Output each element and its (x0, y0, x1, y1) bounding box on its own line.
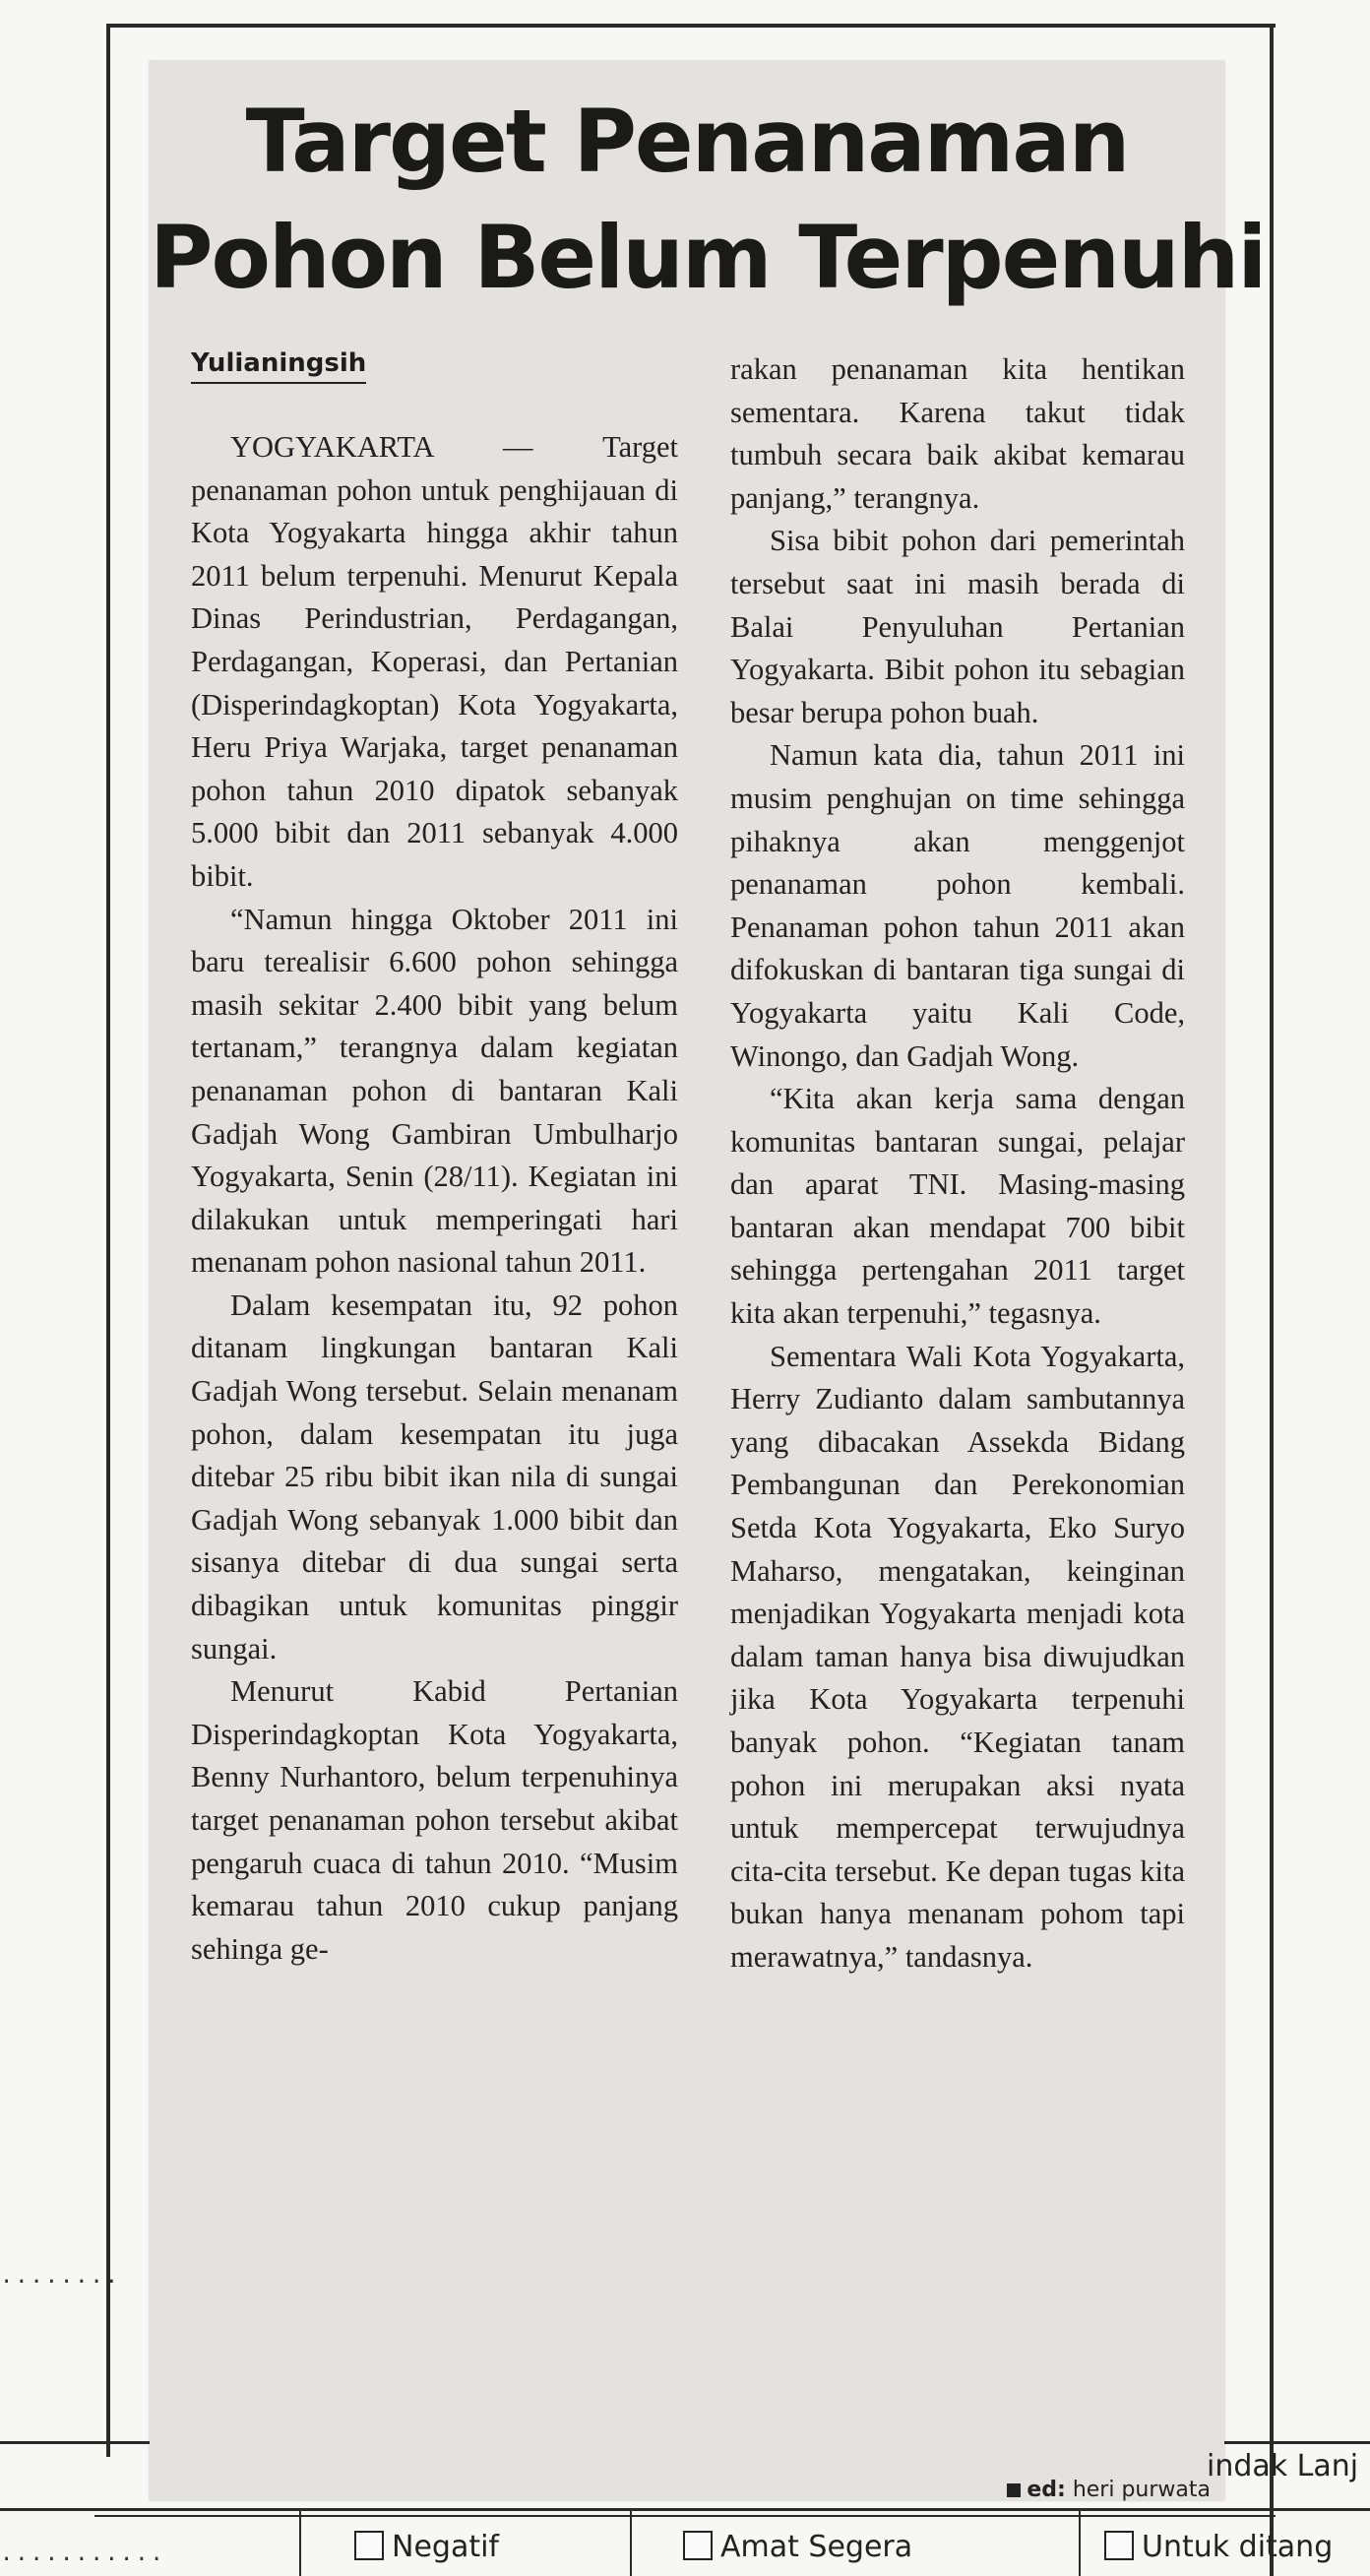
byline: Yulianingsih (191, 348, 366, 384)
checkbox-negatif[interactable] (354, 2530, 499, 2564)
paragraph: rakan penanaman kita hentikan sementara. Karena takut tidak tumbuh secara baik akibat kemarau panjang,” terangnya. (730, 352, 1185, 515)
checkbox-square-icon[interactable] (1104, 2531, 1134, 2560)
paragraph: Sisa bibit pohon dari pemerintah tersebut saat ini masih berada di Balai Penyuluhan Pertanian Yogyakarta. Bibit pohon itu sebagian besar berupa pohon buah. (730, 524, 1185, 729)
square-bullet-icon (1007, 2483, 1021, 2497)
checkbox-negatif-label: Negatif (392, 2530, 499, 2564)
editor-name: heri purwata (1072, 2478, 1211, 2502)
checkbox-untuk-label: Untuk ditang (1142, 2530, 1334, 2564)
dotted-line-upper: ........ (0, 2264, 120, 2289)
headline-line-1: Target Penanaman (245, 91, 1129, 192)
article-column-left (191, 426, 678, 1971)
checkbox-untuk-ditanggapi[interactable] (1104, 2530, 1333, 2564)
form-row-bottom-line (0, 2508, 1370, 2511)
paragraph: Menurut Kabid Pertanian Disperindagkoptan Kota Yogyakarta, Benny Nurhantoro, belum terpenuhinya target penanaman pohon tersebut akibat pengaruh cuaca di tahun 2010. “Musim kemarau tahun 2010 cukup panjang sehinga ge- (191, 1674, 678, 1966)
form-divider-2 (630, 2510, 632, 2576)
headline-line-2: Pohon Belum Terpenuhi (150, 207, 1266, 308)
dotted-line-lower: ........... (0, 2542, 165, 2566)
article-column-right (730, 348, 1185, 1979)
paragraph: Sementara Wali Kota Yogyakarta, Herry Zudianto dalam sambutannya yang dibacakan Assekda Bidang Pembangunan dan Perekonomian Setda Kota Yogyakarta, Eko Suryo Maharso, mengatakan, keinginan menjadikan Yogyakarta menjadi kota dalam taman hanya bisa diwujudkan jika Kota Yogyakarta terpenuhi banyak pohon. “Kegiatan tanam pohon ini merupakan aksi nyata untuk mempercepat terwujudnya cita-cita tersebut. Ke depan tugas kita bukan hanya menanam pohom tapi merawatnya,” tandasnya. (730, 1339, 1185, 1974)
newspaper-clipping (150, 61, 1266, 2502)
frame-left-line (106, 24, 110, 2457)
editor-label: ed: (1027, 2478, 1066, 2502)
checkbox-square-icon[interactable] (683, 2531, 713, 2560)
paragraph: Dalam kesempatan itu, 92 pohon ditanam lingkungan bantaran Kali Gadjah Wong tersebut. Selain menanam pohon, dalam kesempatan itu juga ditebar 25 ribu bibit ikan nila di sungai Gadjah Wong sebanyak 1.000 bibit dan sisanya ditebar di dua sungai serta dibagikan untuk komunitas pinggir sungai. (191, 1288, 678, 1665)
frame-right-line (1270, 24, 1274, 2576)
form-bottom-line (94, 2515, 1276, 2517)
frame-top-line (106, 24, 1276, 28)
form-divider-1 (299, 2510, 301, 2576)
paragraph: “Kita akan kerja sama dengan komunitas bantaran sungai, pelajar dan aparat TNI. Masing-masing bantaran akan mendapat 700 bibit sehingga pertengahan 2011 target kita akan terpenuhi,” tegasnya. (730, 1082, 1185, 1331)
checkbox-square-icon[interactable] (354, 2531, 384, 2560)
checkbox-amat-segera[interactable] (683, 2530, 912, 2564)
form-divider-3 (1079, 2510, 1081, 2576)
editor-credit (1007, 2478, 1211, 2502)
paragraph: Namun kata dia, tahun 2011 ini musim penghujan on time sehingga pihaknya akan menggenjot penanaman pohon kembali. Penanaman pohon tahun 2011 akan difokuskan di bantaran tiga sungai di Yogyakarta yaitu Kali Code, Winongo, dan Gadjah Wong. (730, 738, 1185, 1073)
checkbox-amat-segera-label: Amat Segera (720, 2530, 913, 2564)
paragraph: YOGYAKARTA — Target penanaman pohon untuk penghijauan di Kota Yogyakarta hingga akhir tahun 2011 belum terpenuhi. Menurut Kepala Dinas Perindustrian, Perdagangan, Perdagangan, Koperasi, dan Pertanian (Disperindagkoptan) Kota Yogyakarta, Heru Priya Warjaka, target penanaman pohon tahun 2010 dipatok sebanyak 5.000 bibit dan 2011 sebanyak 4.000 bibit. (191, 430, 678, 893)
paragraph: “Namun hingga Oktober 2011 ini baru terealisir 6.600 pohon sehingga masih sekitar 2.400 bibit yang belum tertanam,” terangnya dalam kegiatan penanaman pohon di bantaran Kali Gadjah Wong Gambiran Umbulharjo Yogyakarta, Senin (28/11). Kegiatan ini dilakukan untuk memperingati hari menanam pohon nasional tahun 2011. (191, 902, 678, 1280)
tindak-lanjut-label: indak Lanj (1207, 2449, 1359, 2483)
